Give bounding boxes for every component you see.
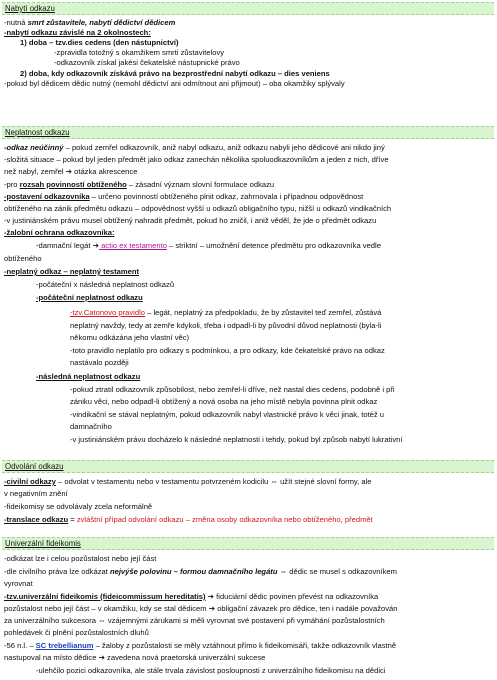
arrow-right-icon: ➔	[98, 653, 105, 662]
text-line: pozůstalost nebo její část – v okamžiku, kdy se stal dědicem ➔ obligační závazek pro dědice, ten i nadále považován	[4, 604, 398, 613]
section-header-univerzalni-fideikomis: Univerzální fideikomis	[2, 537, 494, 550]
text-line: -toto pravidlo neplatilo pro odkazy s podmínkou, a pro odkazy, kde čekatelské právo na odkaz	[70, 346, 385, 355]
text-line: -dle civilního práva lze odkázat nejvýše polovinu – formou damnačního legátu ⇔ dědic se musel s odkazovníkem	[4, 567, 397, 576]
text-line: pohledávek či plnění pozůstalostních dluhů	[4, 628, 149, 637]
link-sc-trebellianum[interactable]: SC trebellianum	[35, 641, 94, 650]
double-arrow-icon: ⇔	[277, 567, 290, 576]
text-line: -translace odkazu = zvláštní případ odvolání odkazu – změna osoby odkazovníka nebo obtíženého, předmět	[4, 515, 373, 524]
arrow-right-icon: ➔	[92, 241, 99, 250]
double-arrow-icon: ⇔	[98, 616, 106, 625]
arrow-right-icon: ➔	[205, 592, 217, 601]
text-line: -56 n.l. – SC trebellianum – žaloby z pozůstalosti se měly vztáhnout přímo k fideikomisáři, takže odkazovník vlastně	[4, 641, 397, 650]
text-line: -pokud ztratil odkazovník způsobilost, nebo zemřel-li dříve, než nastal dies cedens, podobně i při	[70, 385, 395, 394]
text-line: -odkázat lze i celou pozůstalost nebo její část	[4, 554, 157, 563]
arrow-right-icon: ➔	[65, 167, 72, 176]
text-line: -následná neplatnost odkazu	[36, 372, 141, 381]
text-line: -damnační legát ➔ actio ex testamento – striktní – umožnění detence předmětu pro odkazovníka vedle	[36, 241, 381, 250]
text-line: 1) doba – tzv.dies cedens (den nástupnictví)	[20, 38, 179, 47]
text-line: -vindikační se stával neplatným, pokud odkazovník nabyl vlastnické právo k věci jinak, totéž u	[70, 410, 385, 419]
section-header-nabyti-odkazu: Nabytí odkazu	[2, 2, 494, 15]
double-arrow-icon: ⇔	[270, 477, 278, 486]
text-line: obtíženého na zánik předmětu odkazu – odpovědnost vyšší u odkazů obligačního typu, nižší u odkazů vindikačních	[4, 204, 392, 213]
text-line: -žalobní ochrana odkazovníka:	[4, 228, 115, 237]
text-line: nastupoval na místo dědice ➔ zavedena nová praetorská univerzální sukcese	[4, 653, 266, 662]
text-line: než nabyl, zemřel ➔ otázka akrescence	[4, 167, 138, 176]
text-line: -nabytí odkazu závislé na 2 okolnostech:	[4, 28, 151, 37]
text-line: -fideikomisy se odvolávaly zcela neformálně	[4, 502, 153, 511]
text-line: -tzv.univerzální fideikomis (fideicommissum hereditatis) ➔ fiduciární dědic povinen převést na odkazovníka	[4, 592, 379, 601]
text-line: 2) doba, kdy odkazovník získává právo na bezprostřední nabytí odkazu – dies veniens	[20, 69, 330, 78]
link-actio-ex-testamento[interactable]: actio ex testamento	[98, 241, 167, 250]
text-line: zániku věci, nebo odpadl-li obtížený a nová osoba na jeho místě nebyla povinna plnit odkaz	[70, 397, 378, 406]
section-header-odvolani-odkazu: Odvolání odkazu	[2, 460, 494, 473]
text-line: damnačního	[70, 422, 112, 431]
text-line: -pro rozsah povinností obtíženého – zásadní význam slovní formulace odkazu	[4, 180, 275, 189]
text-line: -zpravidla totožný s okamžikem smrti zůstavitelovy	[54, 48, 225, 57]
text-line: -složitá situace – pokud byl jeden předmět jako odkaz zanechán několika spoluodkazovníkům a jeden z nich, dříve	[4, 155, 389, 164]
text-line: za univerzálního sukcesora ⇔ vzájemnými zárukami si měli vyrovnat své postavení při vymáhání pozůstalostních	[4, 616, 385, 625]
text-line: -pokud byl dědicem dědic nutný (nemohl dědictví ani odmítnout ani přijmout) – oba okamžiky splývaly	[4, 79, 345, 88]
text-line: -tzv.Catonovo pravidlo – legát, neplatný za předpokladu, že by zůstavitel teď zemřel, zůstává	[70, 308, 382, 317]
text-line: -civilní odkazy – odvolat v testamentu nebo v testamentu potvrzeném kodicilu ⇔ užít stejné slovní formy, ale	[4, 477, 372, 486]
arrow-right-icon: ➔	[208, 604, 216, 613]
text-line: vyrovnat	[4, 579, 33, 588]
text-line: -odkaz neúčinný – pokud zemřel odkazovník, aniž nabyl odkazu, aniž odkazu nabyli jeho dědicové ani nikdo jiný	[4, 143, 385, 152]
text-line: -v justiniánském právu docházelo k následné neplatnosti i tehdy, pokud byl způsob nabytí lukrativní	[70, 435, 403, 444]
text-line: -v justiniánském právu musel obtížený nahradit předmět, pokud ho zničil, i aniž věděl, že jde o předmět odkazu	[4, 216, 377, 225]
text-line: -neplatný odkaz – neplatný testament	[4, 267, 140, 276]
text-line: -počáteční x následná neplatnost odkazů	[36, 280, 175, 289]
text-line: v negativním znění	[4, 489, 68, 498]
text-line: -počáteční neplatnost odkazu	[36, 293, 143, 302]
text-line: někomu odkázána jeho vlastní věc)	[70, 333, 190, 342]
section-header-neplatnost-odkazu: Neplatnost odkazu	[2, 126, 494, 139]
text-line: nastávalo později	[70, 358, 129, 367]
text-line: -postavení odkazovníka – určeno povinností obtíženého plnit odkaz, zahrnovala i případnou odpovědnost	[4, 192, 364, 201]
text-line: obtíženého	[4, 254, 42, 263]
text-line: neplatný navždy, tedy at zemře kdykoli, třeba i odpadl-li by původní důvod neplatnosti (byla-li	[70, 321, 382, 330]
text-line: -nutná smrt zůstavitele, nabytí dědictví dědicem	[4, 18, 176, 27]
text-line: -ulehčilo pozici odkazovníka, ale stále trvala závislost posloupnosti z univerzálního fideikomisu na dědici	[36, 666, 386, 675]
text-line: -odkazovník získal jakési čekatelské nástupnické právo	[54, 58, 240, 67]
